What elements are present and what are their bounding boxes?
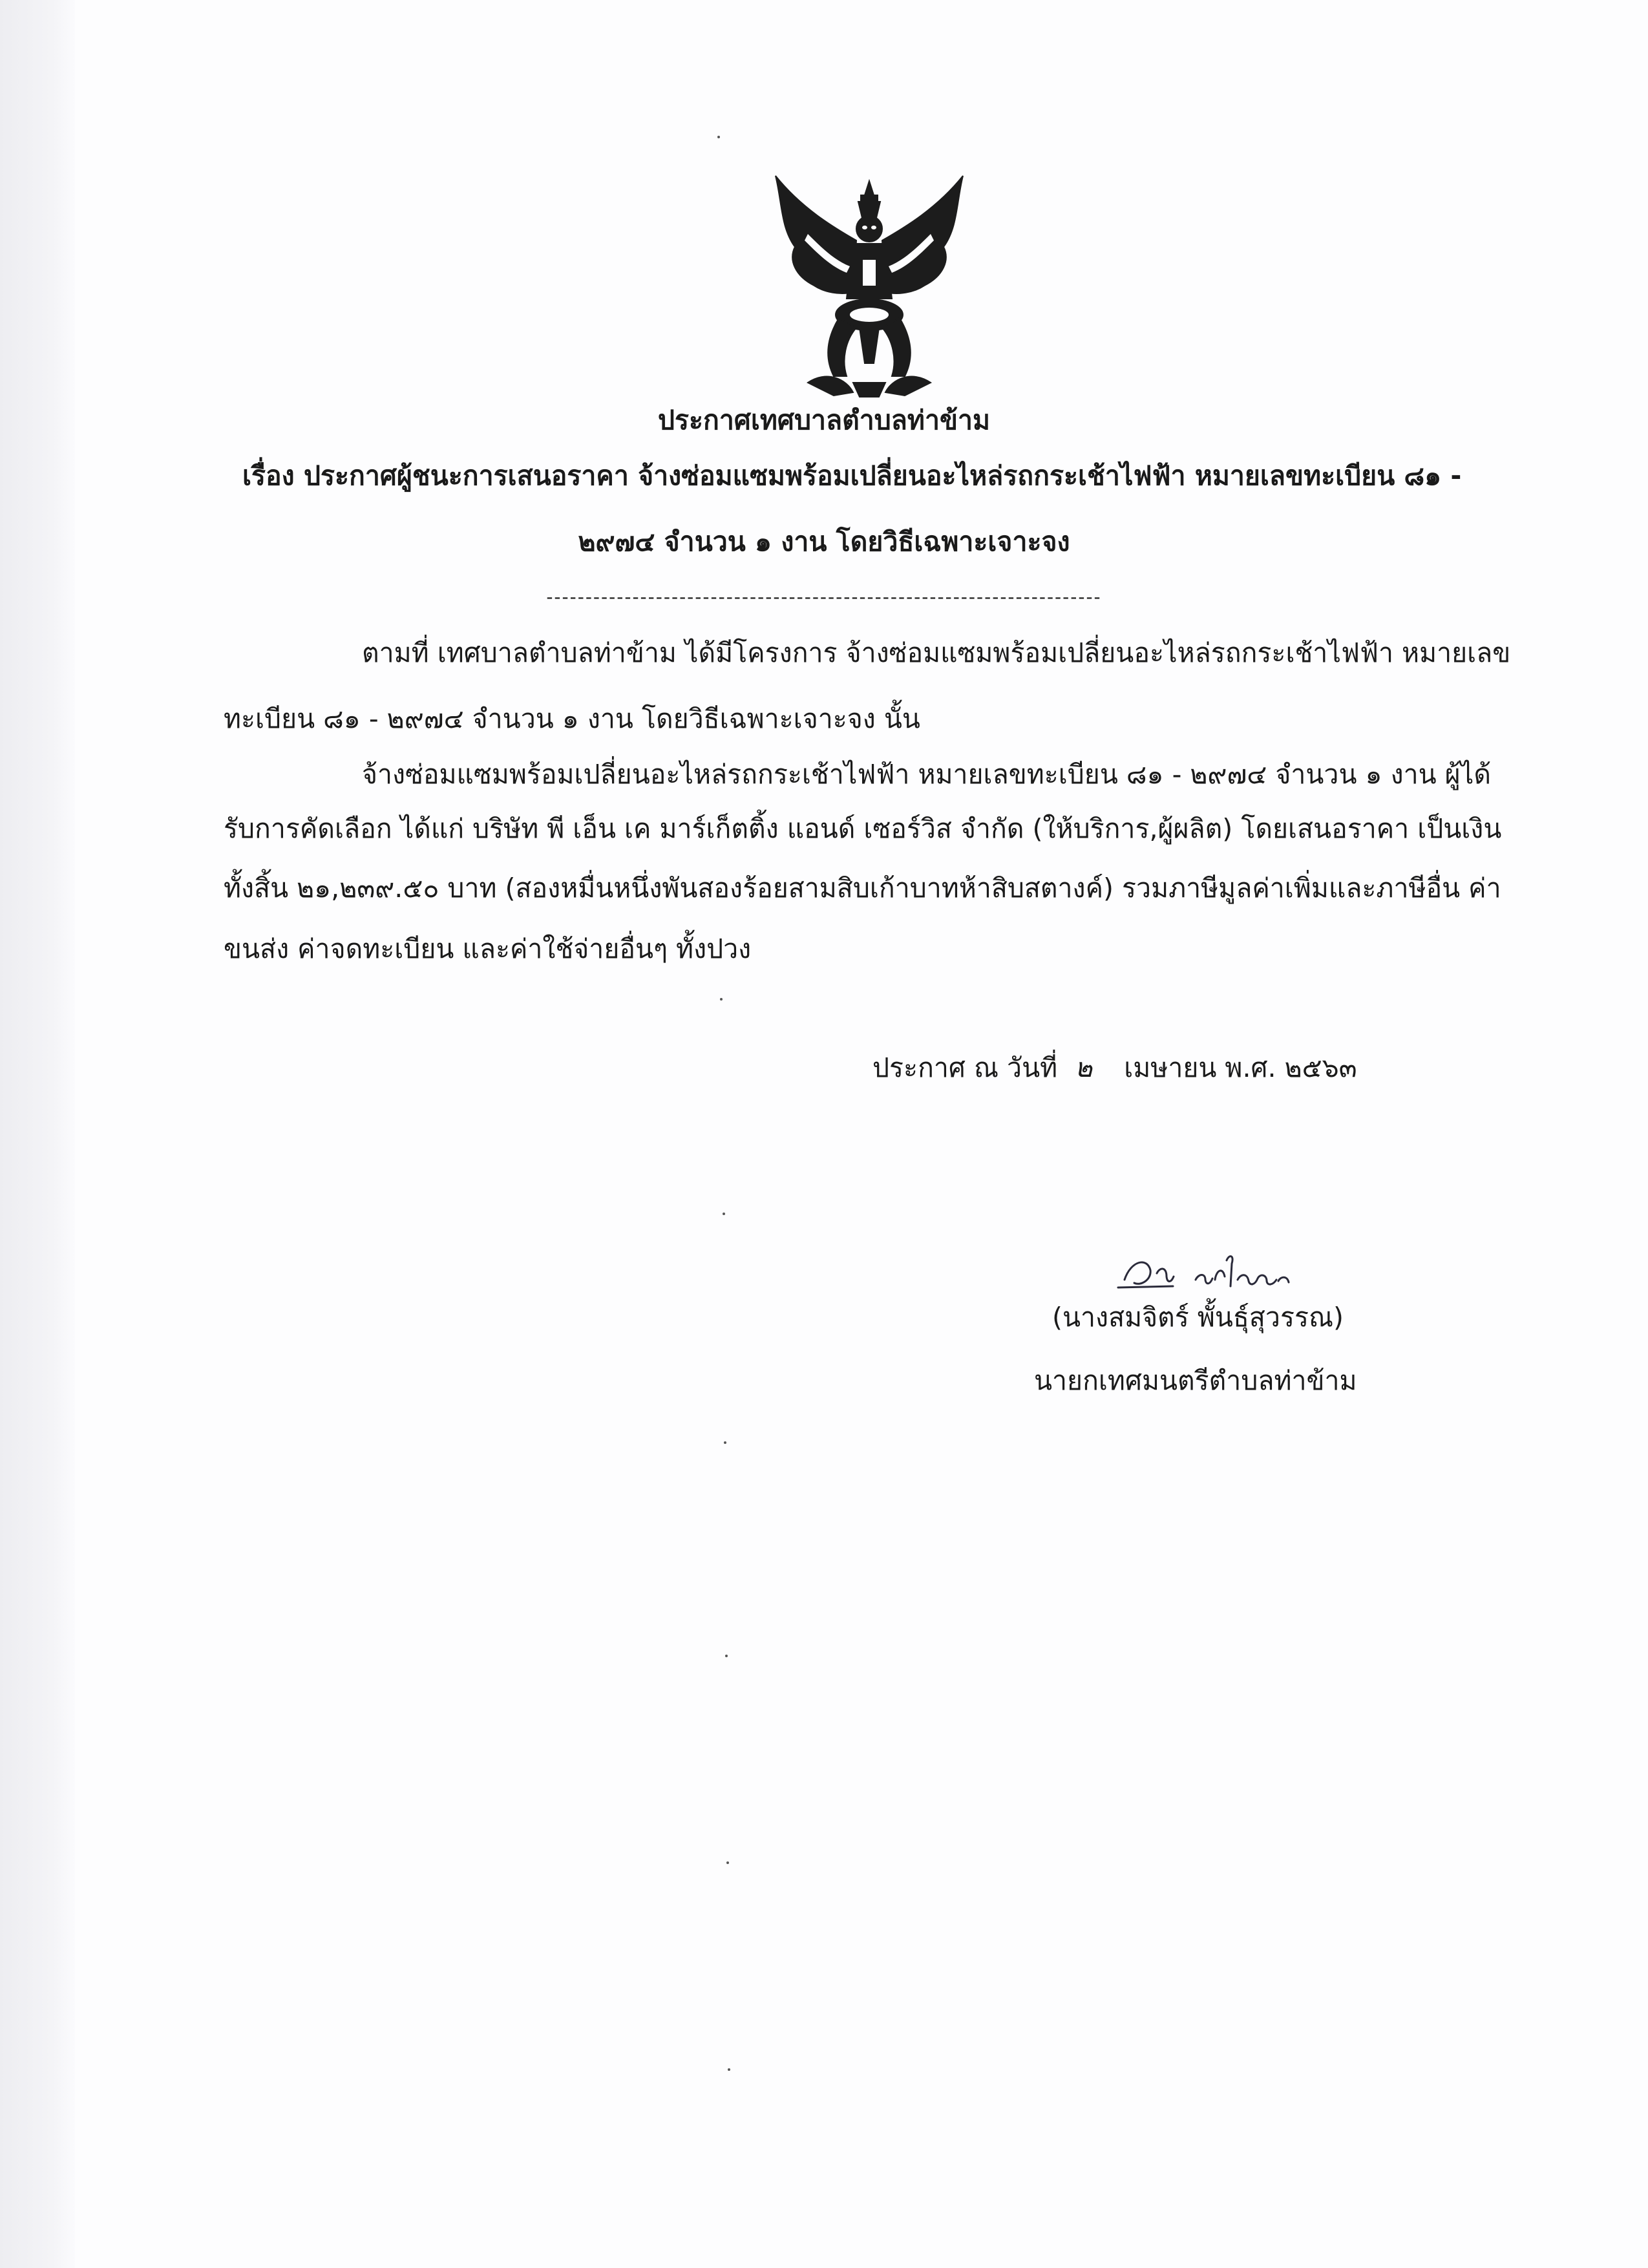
paragraph-2-line-3: ทั้งสิ้น ๒๑,๒๓๙.๕๐ บาท (สองหมื่นหนึ่งพันสองร้อยสามสิบเก้าบาทห้าสิบสตางค์) รวมภาษีมูลค่าเพิ่มและภาษีอื่น ค่า (224, 873, 1501, 904)
scan-speck (726, 1861, 729, 1864)
paragraph-2-line-2: รับการคัดเลือก ได้แก่ บริษัท พี เอ็น เค มาร์เก็ตติ้ง แอนด์ เซอร์วิส จำกัด (ให้บริการ,ผู้ผลิต) โดยเสนอราคา เป็นเงิน (224, 813, 1502, 844)
handwritten-signature-icon (1112, 1247, 1305, 1299)
divider: ----------------------------------------------------------------------- (546, 586, 1102, 608)
scan-edge (0, 0, 75, 2268)
announcement-date (872, 1050, 1357, 1086)
scan-speck (724, 1441, 726, 1444)
date-month-year: เมษายน พ.ศ. ๒๕๖๓ (1124, 1052, 1357, 1083)
scan-speck (720, 998, 723, 1001)
signatory-name: (นางสมจิตร์ พั้นธุ์สุวรรณ) (1052, 1302, 1344, 1333)
scan-speck (723, 1213, 725, 1215)
date-day: ๒ (1075, 1052, 1093, 1083)
garuda-emblem-icon (763, 169, 976, 399)
scan-speck (728, 2068, 730, 2071)
paragraph-2-line-1: จ้างซ่อมแซมพร้อมเปลี่ยนอะไหล่รถกระเช้าไฟฟ้า หมายเลขทะเบียน ๘๑ - ๒๙๗๔ จำนวน ๑ งาน ผู้ได้ (362, 759, 1491, 790)
paragraph-1-line-1: ตามที่ เทศบาลตำบลท่าข้าม ได้มีโครงการ จ้างซ่อมแซมพร้อมเปลี่ยนอะไหล่รถกระเช้าไฟฟ้า หมายเลข (362, 637, 1511, 668)
document-title: ประกาศเทศบาลตำบลท่าข้าม (657, 405, 991, 436)
date-prefix: ประกาศ ณ วันที่ (872, 1052, 1058, 1083)
subject-line-1: เรื่อง ประกาศผู้ชนะการเสนอราคา จ้างซ่อมแซมพร้อมเปลี่ยนอะไหล่รถกระเช้าไฟฟ้า หมายเลขทะเบียน ๘๑ - (242, 460, 1462, 491)
subject-line-2: ๒๙๗๔ จำนวน ๑ งาน โดยวิธีเฉพาะเจาะจง (578, 526, 1070, 557)
scan-speck (717, 136, 720, 138)
paragraph-1-line-2: ทะเบียน ๘๑ - ๒๙๗๔ จำนวน ๑ งาน โดยวิธีเฉพาะเจาะจง นั้น (224, 703, 920, 734)
signatory-position: นายกเทศมนตรีตำบลท่าข้าม (1034, 1365, 1357, 1396)
paragraph-2-line-4: ขนส่ง ค่าจดทะเบียน และค่าใช้จ่ายอื่นๆ ทั้งปวง (224, 933, 752, 964)
scan-speck (725, 1655, 728, 1657)
